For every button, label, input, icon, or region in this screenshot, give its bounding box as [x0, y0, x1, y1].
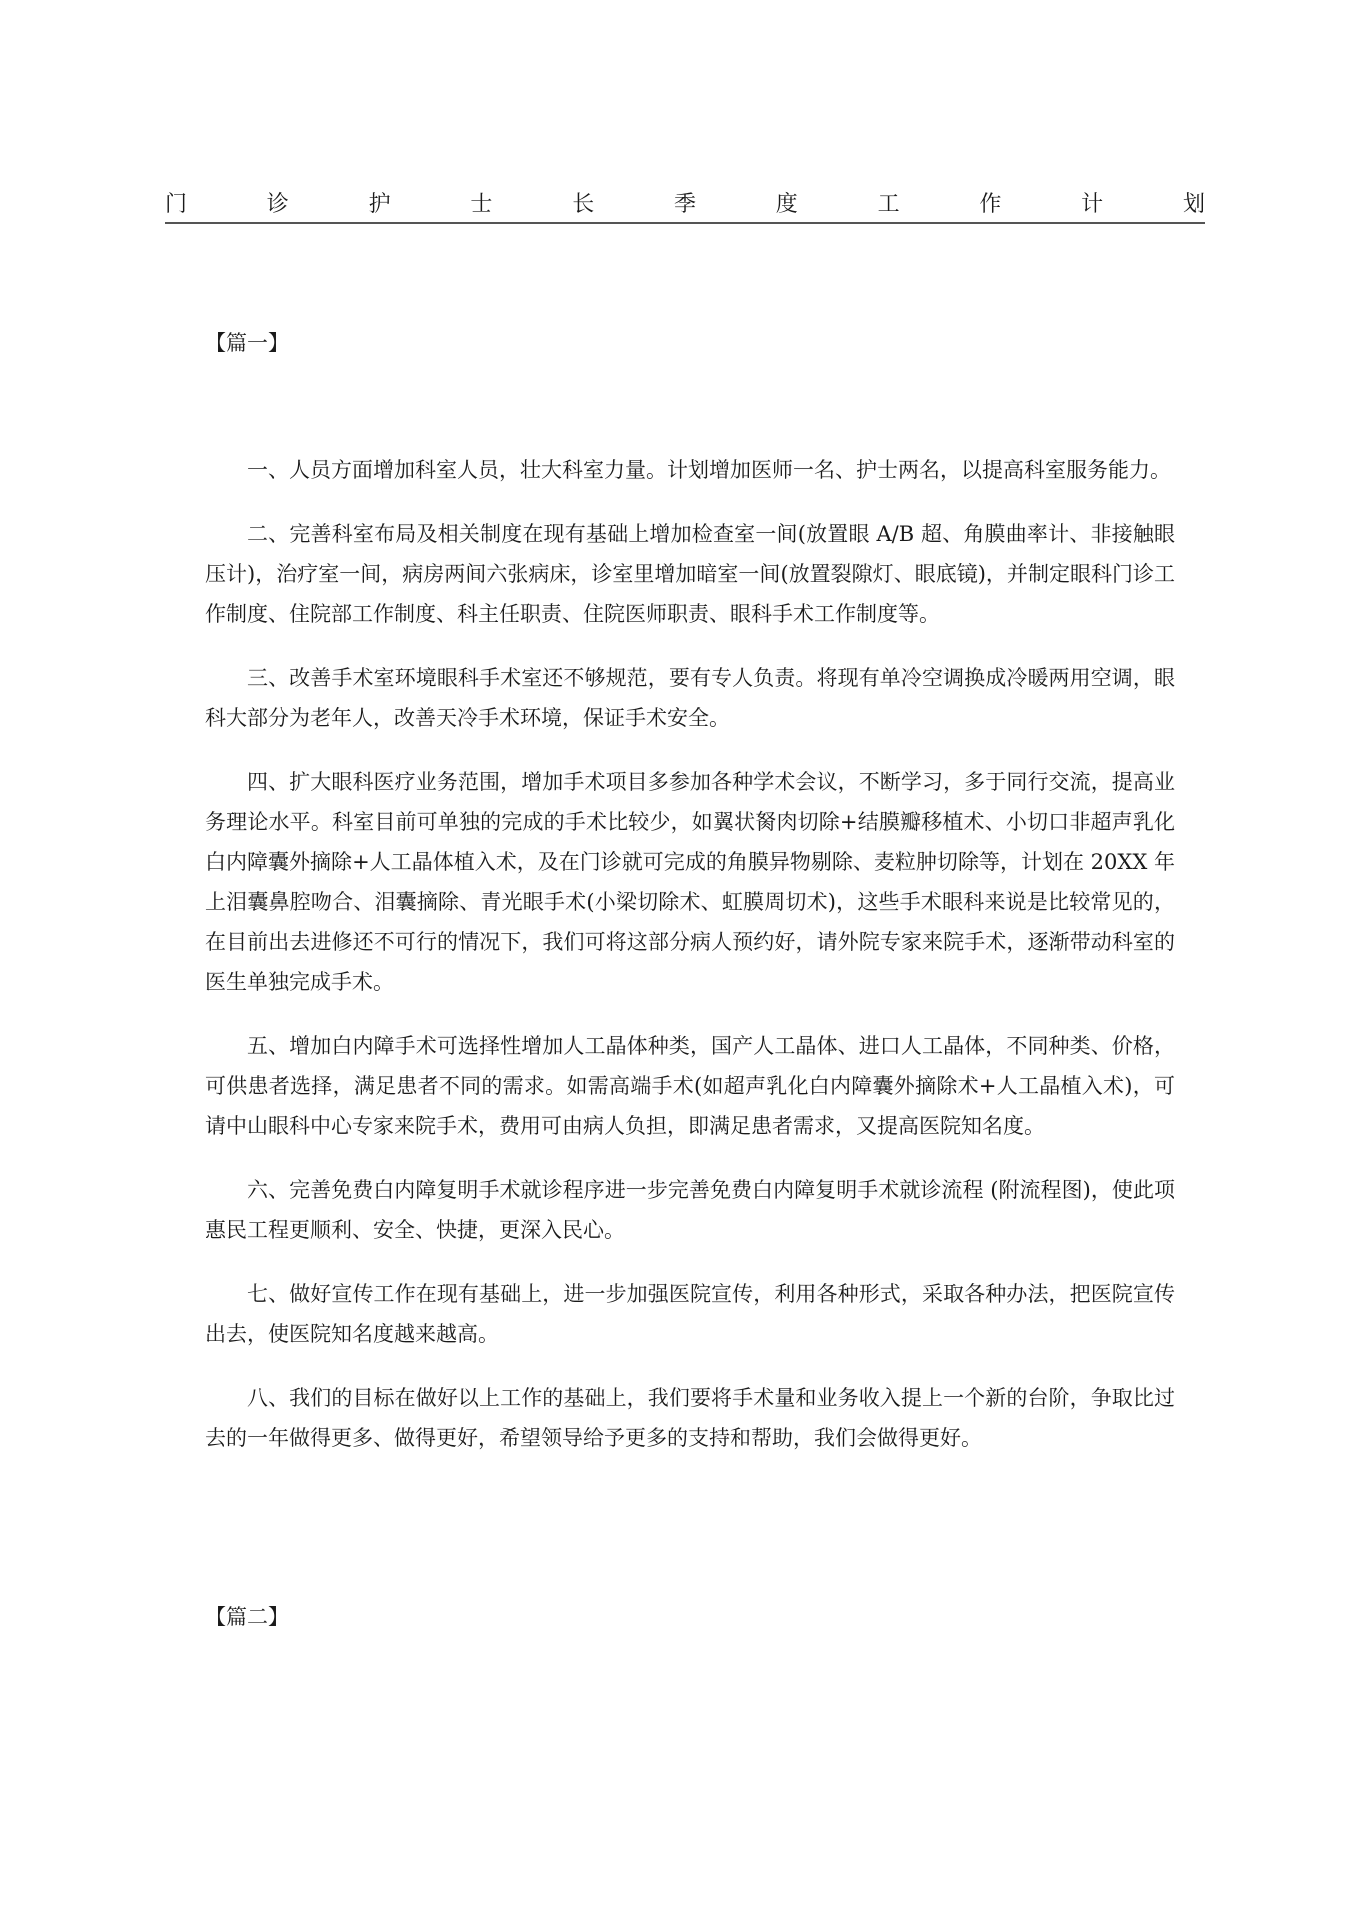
- document-title: [165, 178, 1205, 226]
- title-char: 作: [979, 191, 1002, 217]
- paragraph: 一、人员方面增加科室人员，壮大科室力量。计划增加医师一名、护士两名，以提高科室服务能力。: [247, 458, 1171, 482]
- title-char: 计: [1081, 191, 1104, 217]
- title-char: 护: [368, 191, 391, 217]
- title-underline: [165, 222, 1205, 224]
- paragraph: 二、完善科室布局及相关制度在现有基础上增加检查室一间(放置眼 A/B 超、角膜曲率计、非接触眼压计)，治疗室一间，病房两间六张病床，诊室里增加暗室一间(放置裂隙灯、眼底镜)，并制定眼科门诊工作制度、住院部工作制度、科主任职责、住院医师职责、眼科手术工作制度等。: [205, 522, 1175, 626]
- paragraph: 五、增加白内障手术可选择性增加人工晶体种类，国产人工晶体、进口人工晶体，不同种类、价格，可供患者选择，满足患者不同的需求。如需高端手术(如超声乳化白内障囊外摘除术+人工晶植入术)，可请中山眼科中心专家来院手术，费用可由病人负担，即满足患者需求，又提高医院知名度。: [205, 1034, 1175, 1138]
- title-char: 度: [775, 191, 798, 217]
- paragraph: 四、扩大眼科医疗业务范围，增加手术项目多参加各种学术会议，不断学习，多于同行交流，提高业务理论水平。科室目前可单独的完成的手术比较少，如翼状胬肉切除+结膜瓣移植术、小切口非超声乳化白内障囊外摘除+人工晶体植入术，及在门诊就可完成的角膜异物剔除、麦粒肿切除等，计划在 20XX 年上泪囊鼻腔吻合、泪囊摘除、青光眼手术(小梁切除术、虹膜周切术)，这些手术眼科来说是比较常见的，在目前出去进修还不可行的情况下，我们可将这部分病人预约好，请外院专家来院手术，逐渐带动科室的医生单独完成手术。: [205, 770, 1175, 994]
- paragraph: 三、改善手术室环境眼科手术室还不够规范，要有专人负责。将现有单冷空调换成冷暖两用空调，眼科大部分为老年人，改善天冷手术环境，保证手术安全。: [205, 666, 1175, 730]
- title-char: 长: [572, 191, 595, 217]
- section-body: [205, 450, 1175, 1482]
- section-heading-2: 【篇二】: [205, 1605, 289, 1629]
- title-char: 士: [470, 191, 493, 217]
- title-char: 工: [877, 191, 900, 217]
- title-char: 诊: [266, 191, 289, 217]
- title-char: 季: [673, 191, 696, 217]
- title-char: 门: [165, 191, 188, 217]
- paragraph: 七、做好宣传工作在现有基础上，进一步加强医院宣传，利用各种形式，采取各种办法，把医院宣传出去，使医院知名度越来越高。: [205, 1282, 1175, 1346]
- title-char: 划: [1182, 191, 1205, 217]
- paragraph: 八、我们的目标在做好以上工作的基础上，我们要将手术量和业务收入提上一个新的台阶，争取比过去的一年做得更多、做得更好，希望领导给予更多的支持和帮助，我们会做得更好。: [205, 1386, 1175, 1450]
- paragraph: 六、完善免费白内障复明手术就诊程序进一步完善免费白内障复明手术就诊流程 (附流程图)，使此项惠民工程更顺利、安全、快捷，更深入民心。: [205, 1178, 1175, 1242]
- section-heading-1: 【篇一】: [205, 331, 289, 355]
